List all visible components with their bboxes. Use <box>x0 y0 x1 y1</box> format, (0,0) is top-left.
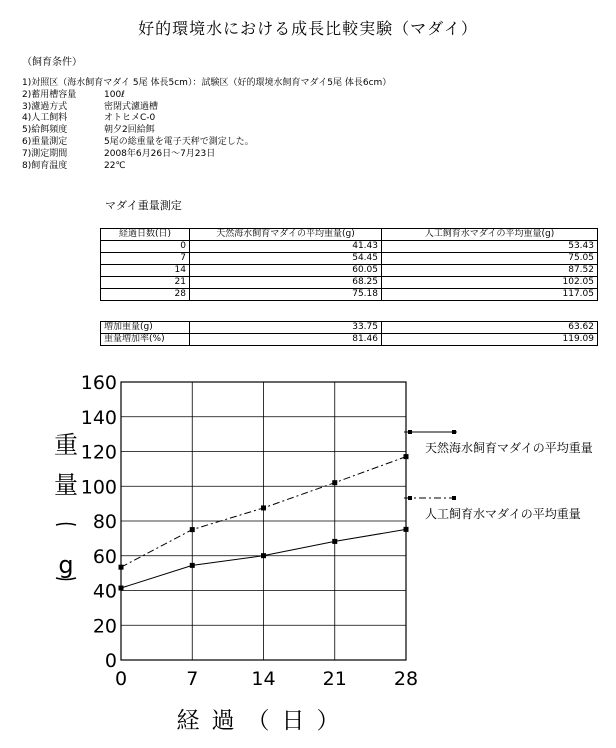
condition-item <box>22 125 391 137</box>
legend-marker <box>408 496 412 500</box>
table-cell: 21 <box>101 277 190 289</box>
condition-label: 6)重量測定 <box>22 136 68 147</box>
x-tick-label: 7 <box>186 668 199 690</box>
table-cell: 53.43 <box>382 241 598 253</box>
summary-row <box>101 322 598 334</box>
point-artificial <box>119 565 124 570</box>
legend-marker <box>452 496 456 500</box>
table-cell: 68.25 <box>190 277 382 289</box>
condition-label: 2)蓄用槽容量 <box>22 89 77 100</box>
table-cell: 102.05 <box>382 277 598 289</box>
x-tick-label: 28 <box>393 668 419 690</box>
y-tick-label: 80 <box>92 511 117 533</box>
table-cell: 119.09 <box>382 334 598 346</box>
condition-label: 3)濾過方式 <box>22 101 68 112</box>
condition-item <box>22 90 391 102</box>
condition-label: 8)飼育温度 <box>22 160 68 171</box>
chart-ticks <box>81 372 418 690</box>
table-row <box>101 241 598 253</box>
table-title: マダイ重量測定 <box>105 199 182 212</box>
x-tick-label: 0 <box>114 668 128 690</box>
conditions-heading: （飼育条件） <box>22 57 82 68</box>
table-row <box>101 265 598 277</box>
summary-table <box>100 321 598 346</box>
condition-label: 4)人工飼料 <box>22 113 68 124</box>
table-cell: 117.05 <box>382 289 598 301</box>
point-natural <box>119 586 124 591</box>
condition-label: 7)測定期間 <box>22 148 68 159</box>
header-natural: 天然海水飼育マダイの平均重量(g) <box>190 229 382 241</box>
legend-marker <box>452 430 456 434</box>
table-row <box>101 289 598 301</box>
condition-item <box>22 78 391 90</box>
table-cell: 7 <box>101 253 190 265</box>
weight-table <box>100 228 598 301</box>
condition-value: 2008年6月26日〜7月23日 <box>104 148 216 159</box>
condition-item <box>22 113 391 125</box>
point-natural <box>404 527 409 532</box>
condition-value: 22℃ <box>104 160 126 171</box>
table-cell: 75.05 <box>382 253 598 265</box>
condition-item <box>22 149 391 161</box>
condition-value: 5尾の総重量を電子天秤で測定した。 <box>104 136 254 147</box>
condition-item <box>22 102 391 114</box>
table-cell: 33.75 <box>190 322 382 334</box>
table-cell: 87.52 <box>382 265 598 277</box>
x-axis-label <box>177 708 352 734</box>
header-artificial: 人工飼育水マダイの平均重量(g) <box>382 229 598 241</box>
table-cell: 75.18 <box>190 289 382 301</box>
point-natural <box>332 539 337 544</box>
table-cell: 41.43 <box>190 241 382 253</box>
summary-row <box>101 334 598 346</box>
y-label-char: g <box>58 551 74 579</box>
table-cell: 0 <box>101 241 190 253</box>
condition-item <box>22 161 391 173</box>
x-tick-label: 14 <box>251 668 276 690</box>
table-header-row <box>101 229 598 241</box>
point-artificial <box>261 505 266 510</box>
condition-value: 100ℓ <box>104 89 125 100</box>
point-natural <box>190 563 195 568</box>
condition-item <box>22 137 391 149</box>
point-artificial <box>404 454 409 459</box>
chart-grid <box>121 382 406 660</box>
y-tick-label: 140 <box>80 406 117 429</box>
y-tick-label: 100 <box>80 476 117 499</box>
conditions-list <box>22 78 391 172</box>
condition-value: オトヒメC-0 <box>104 113 156 124</box>
table-cell: 14 <box>101 265 190 277</box>
page-title: 好的環境水における成長比較実験（マダイ） <box>138 19 478 38</box>
table-cell: 増加重量(g) <box>101 322 190 334</box>
legend-label: 人工飼育水マダイの平均重量 <box>425 507 581 521</box>
table-cell: 81.46 <box>190 334 382 346</box>
y-tick-label: 20 <box>92 615 117 638</box>
y-label-paren-open <box>56 524 76 526</box>
point-natural <box>261 553 266 558</box>
condition-label: 5)給餌頻度 <box>22 125 68 136</box>
condition-value: 朝夕2回給餌 <box>104 125 155 136</box>
y-tick-label: 60 <box>92 545 117 568</box>
header-days: 経過日数(日) <box>101 229 190 241</box>
y-axis-label <box>54 431 78 580</box>
table-cell: 重量増加率(%) <box>101 334 190 346</box>
x-axis-label-text: 経過（日） <box>176 708 352 734</box>
table-cell: 63.62 <box>382 322 598 334</box>
weight-chart <box>0 360 616 748</box>
condition-label: 1)対照区（海水飼育マダイ 5尾 体長5cm）：試験区（好的環境水飼育マダイ5尾 体長6cm） <box>22 78 392 88</box>
legend-marker <box>408 430 412 434</box>
y-tick-label: 160 <box>80 372 117 394</box>
x-tick-label: 21 <box>322 668 347 690</box>
table-cell: 28 <box>101 289 190 301</box>
condition-value: 密閉式濾過槽 <box>104 101 159 112</box>
y-label-char: 量 <box>54 471 78 499</box>
y-tick-label: 120 <box>80 441 117 464</box>
legend-label: 天然海水飼育マダイの平均重量 <box>425 441 593 455</box>
y-tick-label: 40 <box>92 580 117 603</box>
y-tick-label: 0 <box>104 650 117 672</box>
y-label-char: 重 <box>54 431 78 459</box>
table-row <box>101 253 598 265</box>
point-artificial <box>332 480 337 485</box>
chart-legend <box>404 430 593 521</box>
table-cell: 60.05 <box>190 265 382 277</box>
table-row <box>101 277 598 289</box>
point-artificial <box>190 527 195 532</box>
table-cell: 54.45 <box>190 253 382 265</box>
